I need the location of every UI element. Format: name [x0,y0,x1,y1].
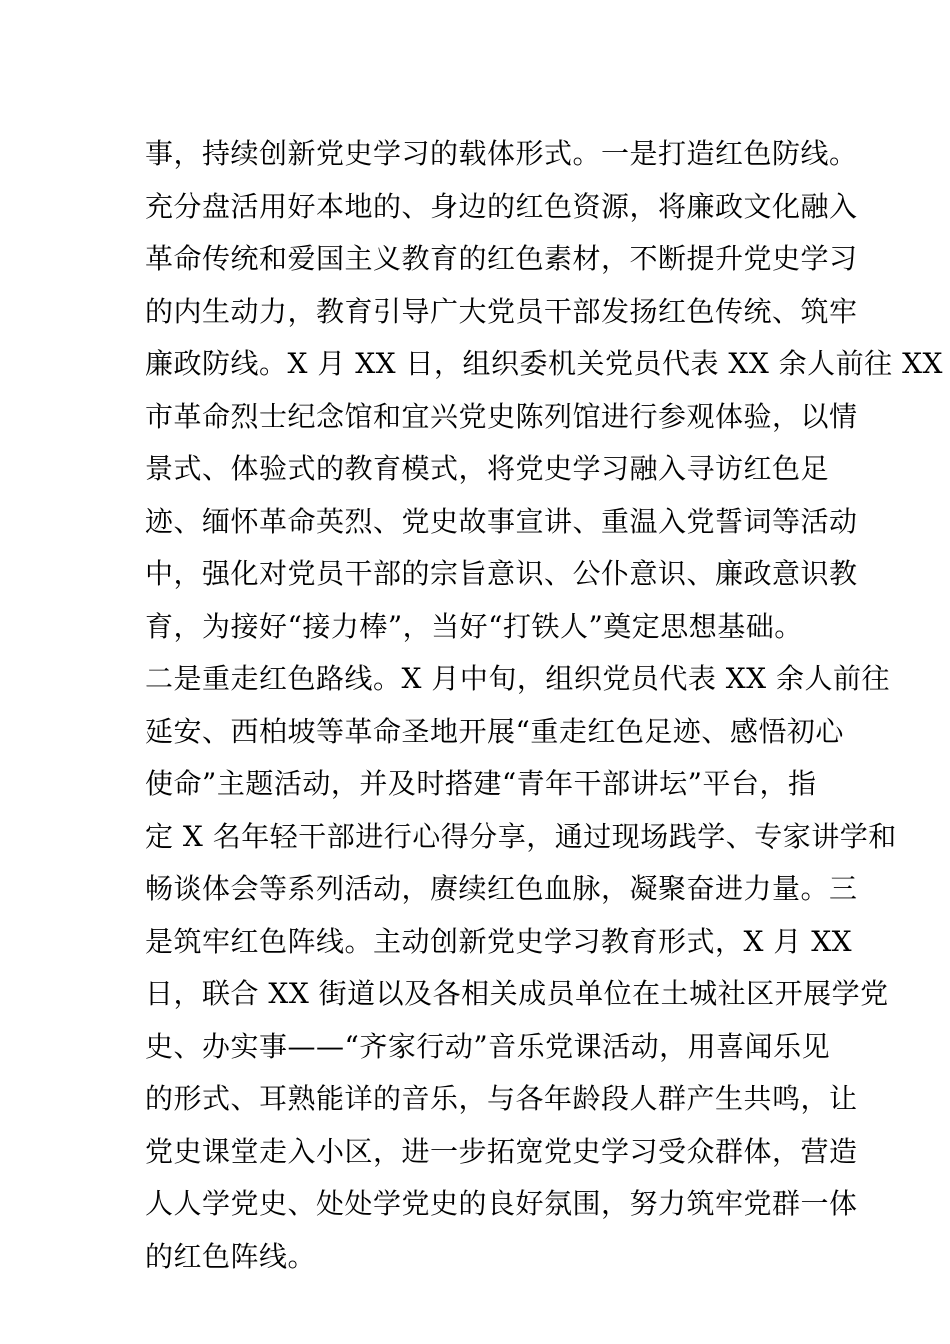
text-line: 人人学党史、处处学党史的良好氛围，努力筑牢党群一体 [145,1187,858,1220]
text-line: 延安、西柏坡等革命圣地开展“重走红色足迹、感悟初心 [145,714,844,748]
text-line: 事，持续创新党史学习的载体形式。一是打造红色防线。 [145,137,858,170]
text-line: 中，强化对党员干部的宗旨意识、公仆意识、廉政意识教 [145,557,858,590]
text-line: 二是重走红色路线。X 月中旬，组织党员代表 XX 余人前往 [145,662,891,695]
text-line: 景式、体验式的教育模式，将党史学习融入寻访红色足 [145,452,830,485]
text-line: 育，为接好“接力棒”，当好“打铁人”奠定思想基础。 [145,609,803,643]
text-line: 是筑牢红色阵线。主动创新党史学习教育形式，X 月 XX [145,924,853,958]
text-line: 廉政防线。X 月 XX 日，组织委机关党员代表 XX 余人前往 XX [145,347,943,380]
body-paragraph [145,128,943,1283]
text-line: 党史课堂走入小区，进一步拓宽党史学习受众群体，营造 [145,1134,858,1168]
text-line: 日，联合 XX 街道以及各相关成员单位在土城社区开展学党 [145,977,889,1010]
text-line: 的红色阵线。 [145,1239,317,1273]
text-line: 的内生动力，教育引导广大党员干部发扬红色传统、筑牢 [145,294,858,328]
text-line: 充分盘活用好本地的、身边的红色资源，将廉政文化融入 [145,189,858,223]
text-line: 史、办实事——“齐家行动”音乐党课活动，用喜闻乐见 [145,1029,831,1063]
text-line: 革命传统和爱国主义教育的红色素材，不断提升党史学习 [145,242,858,275]
text-line: 使命”主题活动，并及时搭建“青年干部讲坛”平台，指 [145,767,817,800]
text-line: 迹、缅怀革命英烈、党史故事宣讲、重温入党誓词等活动 [145,504,858,538]
text-line: 市革命烈士纪念馆和宜兴党史陈列馆进行参观体验，以情 [145,399,858,433]
text-line: 定 X 名年轻干部进行心得分享，通过现场践学、专家讲学和 [145,819,897,853]
text-line: 的形式、耳熟能详的音乐，与各年龄段人群产生共鸣，让 [145,1082,858,1115]
text-line: 畅谈体会等系列活动，赓续红色血脉，凝聚奋进力量。三 [145,872,858,905]
